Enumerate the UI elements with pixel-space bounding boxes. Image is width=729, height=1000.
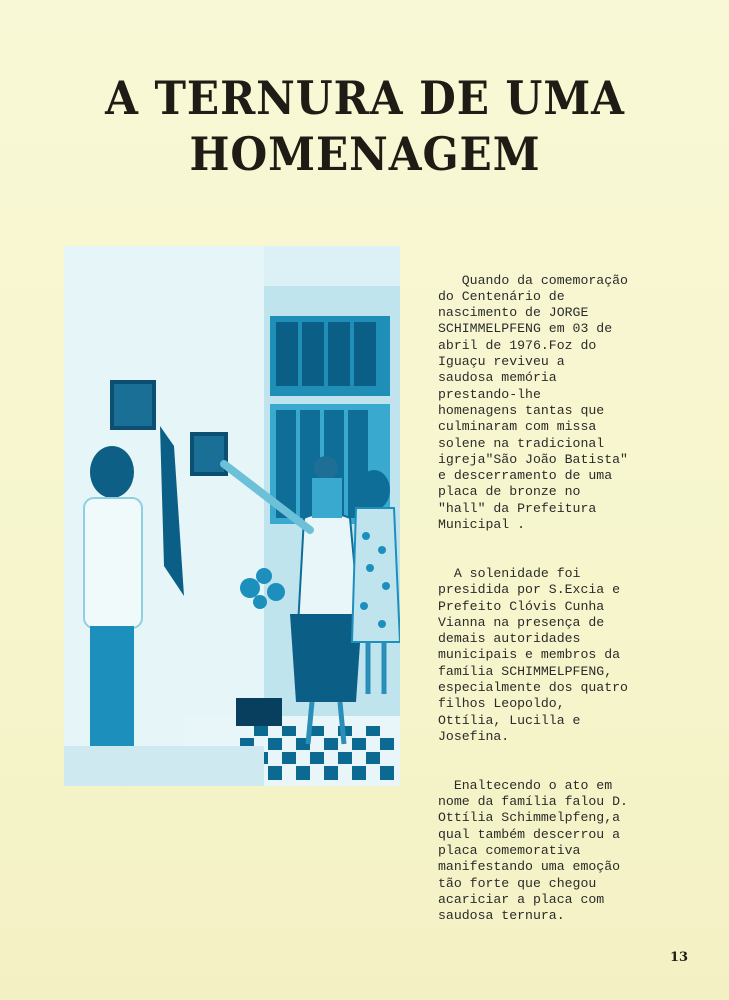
article-title-line-1: A TERNURA DE UMA [105,71,625,125]
ceremony-photo [64,246,400,786]
article-paragraph-1: Quando da comemoração do Centenário de nascimento de JORGE SCHIMMELPFENG em 03 de abril de 1976.Foz do Iguaçu reviveu a saudosa memória prestando-lhe homenagens tantas que culminaram com missa solene na tradicional igreja"São João Batista" e descerramento de uma placa de bronze no "hall" da Prefeitura Municipal . [438,272,628,533]
ceremony-photo-illustration [64,246,400,786]
article-title-line-2: HOMENAGEM [189,127,541,181]
article-title [84,70,645,182]
page-number: 13 [670,950,689,965]
article-paragraph-3: Enaltecendo o ato em nome da família falou D. Ottília Schimmelpfeng,a qual também descerrou a placa comemorativa manifestando uma emoção tão forte que chegou acariciar a placa com saudosa ternura. [438,777,628,924]
article-paragraph-2: A solenidade foi presidida por S.Excia e Prefeito Clóvis Cunha Vianna na presença de demais autoridades municipais e membros da família SCHIMMELPFENG, especialmente dos quatro filhos Leopoldo, Ottília, Lucilla e Josefina. [438,565,628,744]
article-body [438,240,683,957]
